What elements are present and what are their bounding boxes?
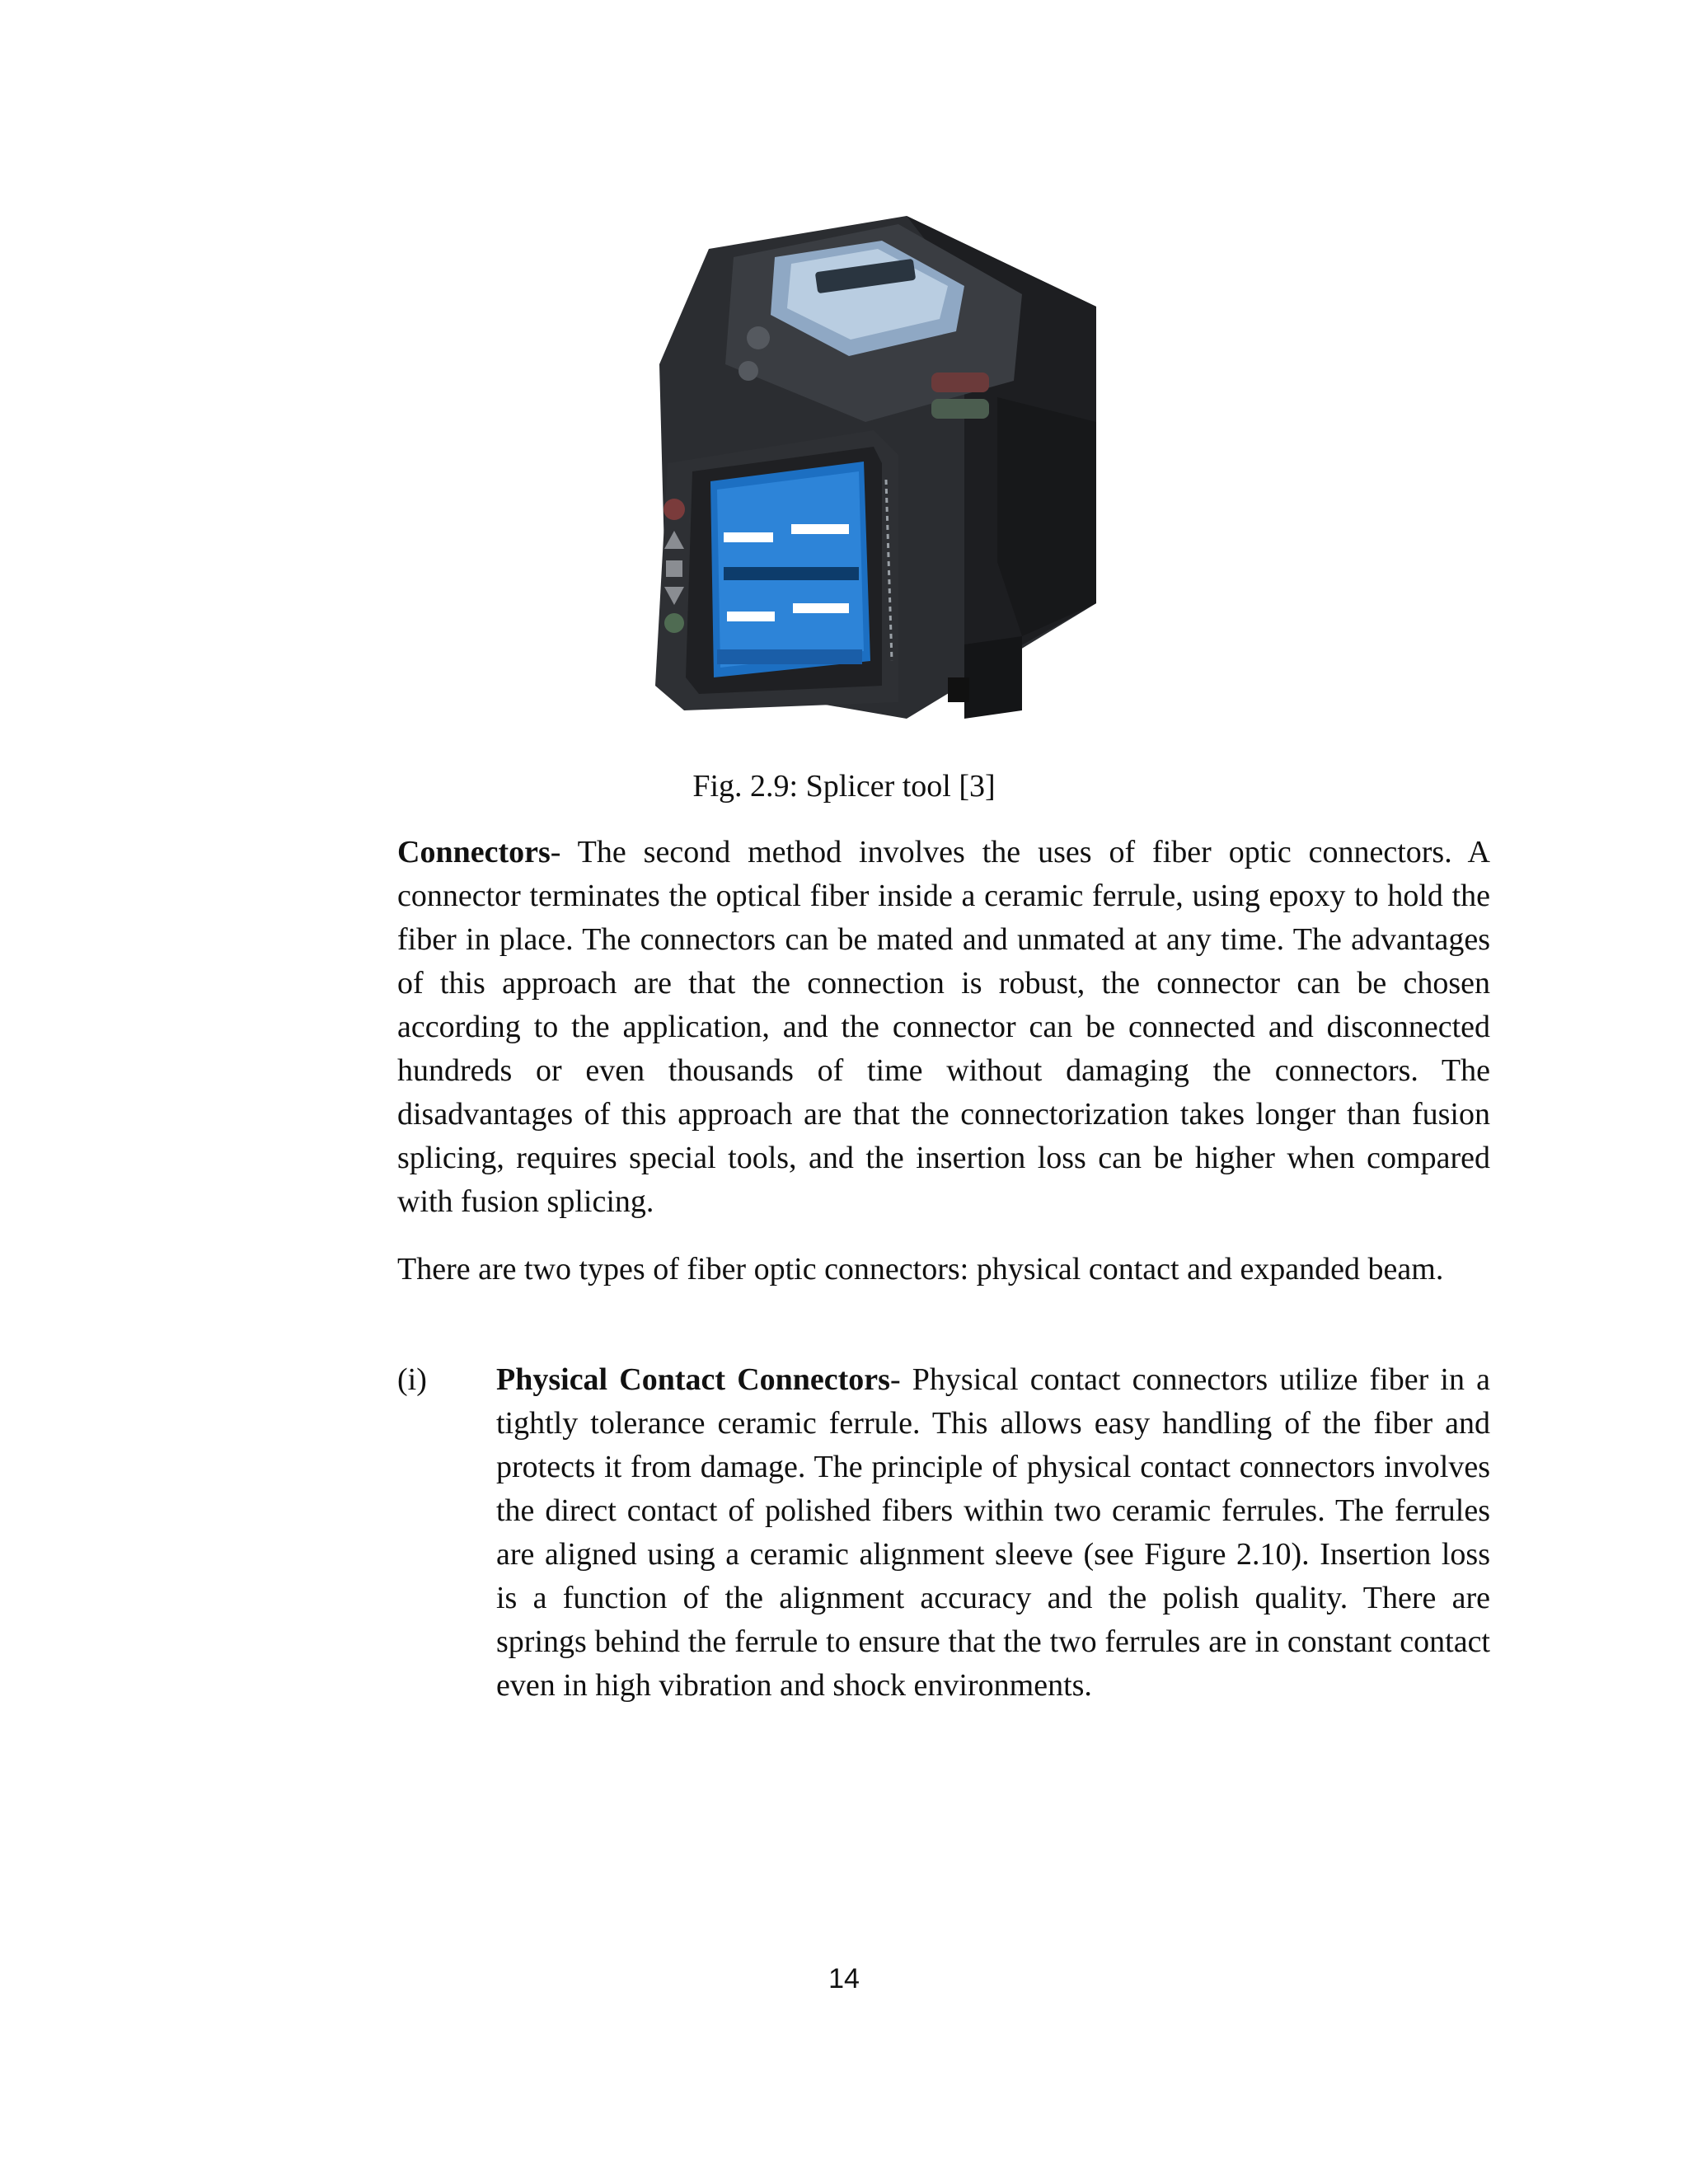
connectors-heading: Connectors (397, 835, 551, 869)
connectors-text: - The second method involves the uses of fiber optic connectors. A connector terminates the optical fiber inside a ceramic ferrule, using epoxy to hold the fiber in place. The connectors can be mated and unmated at any time. The advantages of this approach are that the connection is robust, the connector can be chosen according to the application, and the connector can be connected and disconnected hundreds or even thousands of time without damaging the connectors. The disadvantages of this approach are that the connectorization takes longer than fusion splicing, requires special tools, and the insertion loss can be higher when compared with fusion splicing. (397, 835, 1490, 1219)
connectors-paragraph (397, 831, 1490, 1224)
types-paragraph: There are two types of fiber optic connectors: physical contact and expanded beam. (397, 1252, 1444, 1286)
list-item-body (496, 1358, 1490, 1708)
page-number: 14 (828, 1963, 860, 1994)
physical-contact-text: - Physical contact connectors utilize fiber in a tightly tolerance ceramic ferrule. This allows easy handling of the fiber and protects it from damage. The principle of physical contact connectors involves the direct contact of polished fibers within two ceramic ferrules. The ferrules are aligned using a ceramic alignment sleeve (see Figure 2.10). Insertion loss is a function of the alignment accuracy and the polish quality. There are springs behind the ferrule to ensure that the two ferrules are in constant contact even in high vibration and shock environments. (496, 1362, 1491, 1703)
splicer-tool-image (635, 216, 1113, 727)
figure-caption: Fig. 2.9: Splicer tool [3] (692, 769, 996, 804)
list-marker: (i) (397, 1362, 427, 1397)
physical-contact-heading: Physical Contact Connectors (496, 1362, 890, 1397)
